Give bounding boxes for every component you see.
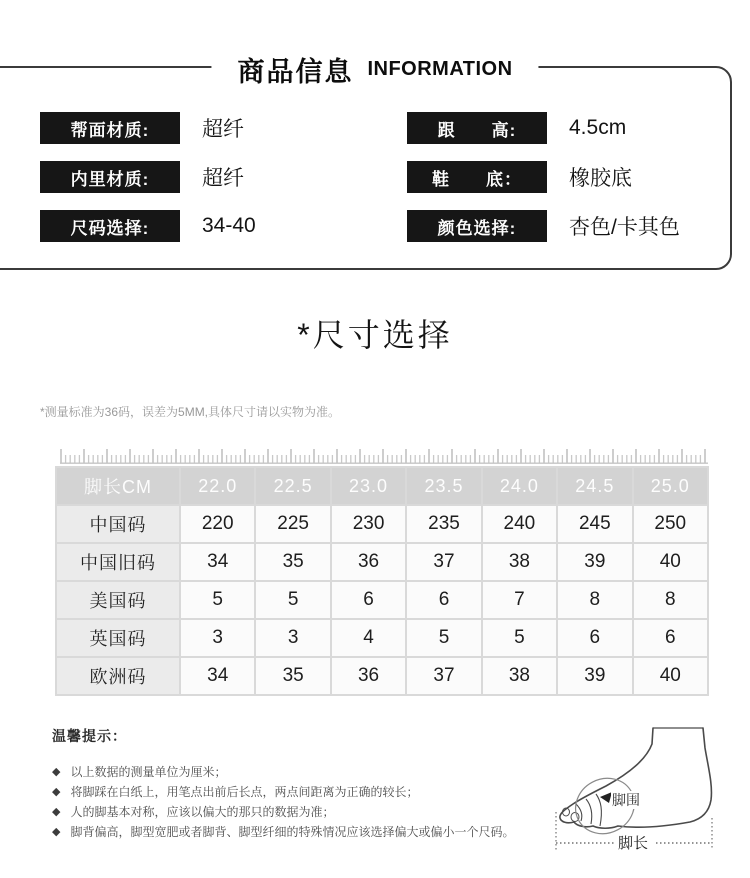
attr-value-upper-material: 超纤 [202,118,244,141]
table-header-cell: 25.0 [634,468,707,504]
table-cell: 37 [407,544,480,580]
table-row-uk-size [57,620,707,656]
length-label: 脚长 [618,835,649,852]
table-cell: 8 [634,582,707,618]
table-cell: 6 [407,582,480,618]
attr-row-size-range [40,210,256,242]
attr-value-color-choice: 杏色/卡其色 [569,216,680,239]
table-row-cn-old-size [57,544,707,580]
tip-text: 人的脚基本对称，应该以偏大的那只的数据为准； [70,805,335,819]
table-header-cell: 23.5 [407,468,480,504]
attributes-area [0,112,750,272]
attributes-left-column [40,112,256,259]
table-row-eu-size [57,658,707,694]
attr-row-sole [407,161,680,193]
table-cell: 35 [256,544,329,580]
table-cell: 39 [558,658,631,694]
diamond-bullet-icon: ◆ [52,806,61,818]
table-cell: 35 [256,658,329,694]
table-header-cell: 脚长CM [57,468,179,504]
table-cell: 230 [332,506,405,542]
tip-text: 脚背偏高，脚型宽肥或者脚背、脚型纤细的特殊情况应该选择偏大或偏小一个尺码。 [70,825,515,839]
table-cell: 240 [483,506,556,542]
tip-item [52,802,557,822]
tips-section [52,726,557,842]
attr-row-heel-height [407,112,680,144]
attr-row-color-choice [407,210,680,242]
table-cell: 5 [181,582,254,618]
table-cell: 40 [634,658,707,694]
row-label-cell: 英国码 [57,620,179,656]
table-cell: 245 [558,506,631,542]
tip-text: 将脚踩在白纸上，用笔点出前后长点，两点间距离为正确的较长； [70,785,419,799]
table-cell: 34 [181,544,254,580]
girth-arrow-icon [600,792,612,803]
foot-outline [560,728,712,828]
size-section-title: *尺寸选择 [297,317,453,353]
table-cell: 3 [256,620,329,656]
tips-title: 温馨提示： [52,728,127,744]
girth-label: 脚围 [612,792,640,808]
size-measure-note: *测量标准为36码，误差为5MM,具体尺寸请以实物为准。 [40,405,341,419]
attr-value-sole: 橡胶底 [569,167,632,190]
attr-label-lining-material: 内里材质: [40,161,180,193]
table-cell: 8 [558,582,631,618]
diamond-bullet-icon: ◆ [52,766,61,778]
toe-line [596,794,601,826]
table-cell: 36 [332,658,405,694]
tip-text: 以上数据的测量单位为厘米； [70,765,227,779]
table-cell: 4 [332,620,405,656]
attr-value-size-range: 34-40 [202,214,256,237]
attr-label-color-choice: 颜色选择: [407,210,547,242]
table-cell: 3 [181,620,254,656]
size-table-header-row [57,468,707,504]
diamond-bullet-icon: ◆ [52,826,61,838]
attr-value-heel-height: 4.5cm [569,116,627,139]
attr-label-sole: 鞋 底： [407,161,547,193]
table-cell: 5 [483,620,556,656]
foot-measurement-diagram [548,700,748,872]
ruler-graphic [60,447,708,464]
size-table [55,466,709,696]
attributes-right-column [407,112,680,259]
tip-item [52,782,557,802]
table-row-us-size [57,582,707,618]
section-header-information [211,50,538,89]
attr-row-lining-material [40,161,256,193]
attr-row-upper-material [40,112,256,144]
table-cell: 250 [634,506,707,542]
table-cell: 6 [634,620,707,656]
attr-label-size-range: 尺码选择: [40,210,180,242]
table-row-cn-size [57,506,707,542]
table-header-cell: 22.0 [181,468,254,504]
row-label-cell: 美国码 [57,582,179,618]
table-cell: 5 [256,582,329,618]
table-cell: 6 [332,582,405,618]
table-cell: 38 [483,658,556,694]
section-title-en: INFORMATION [367,58,513,80]
table-header-cell: 24.5 [558,468,631,504]
toe-line [586,799,592,824]
section-title-cn: 商品信息 [237,57,354,87]
row-label-cell: 中国旧码 [57,544,179,580]
table-cell: 7 [483,582,556,618]
table-cell: 36 [332,544,405,580]
table-header-cell: 24.0 [483,468,556,504]
table-cell: 40 [634,544,707,580]
table-cell: 235 [407,506,480,542]
table-cell: 39 [558,544,631,580]
table-header-cell: 22.5 [256,468,329,504]
table-cell: 225 [256,506,329,542]
attr-label-heel-height: 跟 高: [407,112,547,144]
tip-item [52,822,557,842]
attr-value-lining-material: 超纤 [202,167,244,190]
table-cell: 6 [558,620,631,656]
table-header-cell: 23.0 [332,468,405,504]
toe-tip [571,813,579,822]
row-label-cell: 欧洲码 [57,658,179,694]
attr-label-upper-material: 帮面材质: [40,112,180,144]
table-cell: 34 [181,658,254,694]
table-cell: 5 [407,620,480,656]
row-label-cell: 中国码 [57,506,179,542]
diamond-bullet-icon: ◆ [52,786,61,798]
tip-item [52,762,557,782]
table-cell: 37 [407,658,480,694]
table-cell: 38 [483,544,556,580]
table-cell: 220 [181,506,254,542]
